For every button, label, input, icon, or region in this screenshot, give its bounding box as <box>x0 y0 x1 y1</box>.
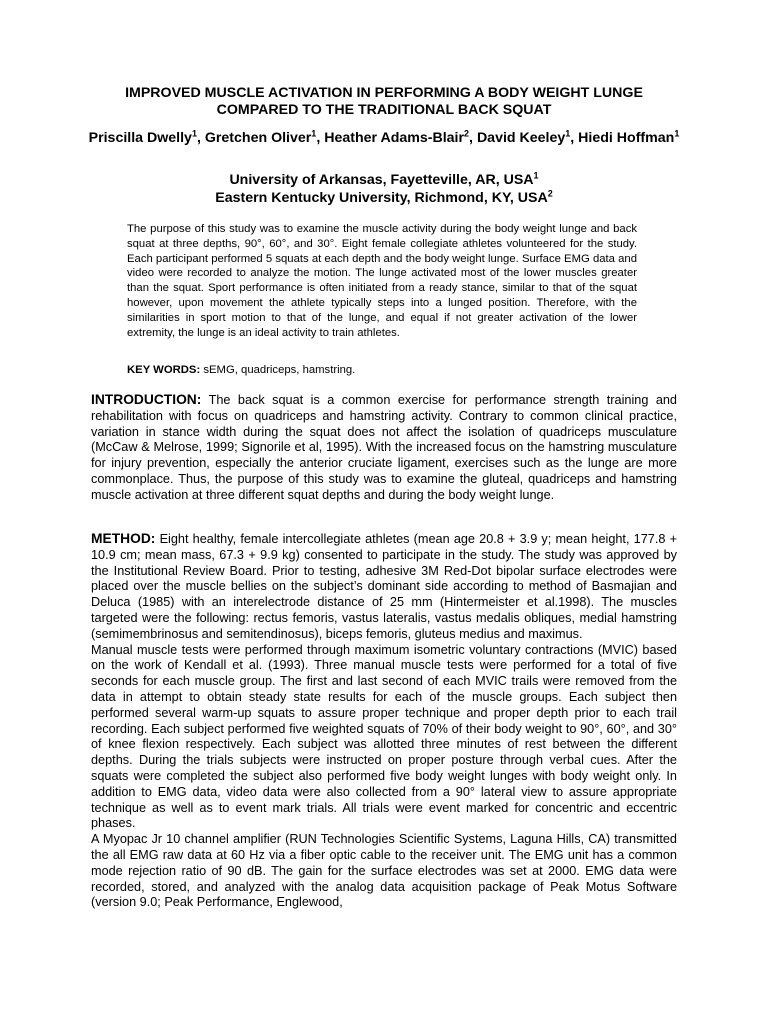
method-heading: METHOD: <box>91 531 156 546</box>
affiliation-2: Eastern Kentucky University, Richmond, KY, USA$^2$ <box>215 188 553 206</box>
method-paragraph-3: A Myopac Jr 10 channel amplifier (RUN Technologies Scientific Systems, Laguna Hills, CA) transmitted the all EMG raw data at 60 Hz via a fiber optic cable to the receiver unit. The EMG unit has a common mode rejection ratio of 90 dB. The gain for the surface electrodes was set at 2000. EMG data were recorded, stored, and analyzed with the analog data acquisition package of Peak Motus Software (version 9.0; Peak Performance, Englewood, <box>91 832 677 910</box>
title-line-2: COMPARED TO THE TRADITIONAL BACK SQUAT <box>216 102 552 118</box>
author: Hiedi Hoffman$^1$ <box>578 128 680 146</box>
method-paragraph-2: Manual muscle tests were performed through maximum isometric voluntary contractions (MVIC) based on the work of Kendall et al. (1993). Three manual muscle tests were performed for a total of five seconds for each muscle group. The first and last second of each MVIC trails were removed from the data in attempt to obtain steady state results for each of the muscle groups. Each subject then performed several warm-up squats to assure proper technique and proper depth prior to each trail recording. Each subject performed five weighted squats of 70% of their body weight to 90°, 60°, and 30° of knee flexion respectively. Each subject was allotted three minutes of rest between the different depths. During the trials subjects were instructed on proper posture through verbal cues. After the squats were completed the subject also performed five body weight lunges with body weight only. In addition to EMG data, video data were also collected from a 90° lateral view to assure appropriate technique as well as to event mark trials. All trials were event marked for concentric and eccentric phases. <box>91 642 677 831</box>
author: David Keeley$^1$, <box>476 128 579 146</box>
introduction-section <box>91 392 677 504</box>
affiliation-1: University of Arkansas, Fayetteville, AR, USA$^1$ <box>229 170 539 188</box>
method-paragraph-1: Eight healthy, female intercollegiate athletes (mean age 20.8 + 3.9 y; mean height, 177.8 + 10.9 cm; mean mass, 67.3 + 9.9 kg) consented to participate in the study. The study was approved by the Institutional Review Board. Prior to testing, adhesive 3M Red-Dot bipolar surface electrodes were placed over the muscle bellies on the subject’s dominant side according to method of Basmajian and Deluca (1985) with an interelectrode distance of 25 mm (Hintermeister et al.1998). The muscles targeted were the following: rectus femoris, vastus lateralis, vastus medalis obliques, medial hamstring (semimembrinosus and semitendinosus), biceps femoris, gluteus medius and maximus. <box>91 532 677 641</box>
method-section <box>91 531 677 911</box>
author: Heather Adams-Blair$^2$, <box>324 128 477 146</box>
title-line-1: IMPROVED MUSCLE ACTIVATION IN PERFORMING A BODY WEIGHT LUNGE <box>125 85 643 101</box>
keywords-label: KEY WORDS: <box>127 364 201 376</box>
keywords <box>127 363 637 377</box>
keywords-text: sEMG, quadriceps, hamstring. <box>203 364 356 376</box>
author: Priscilla Dwelly$^1$, <box>88 128 205 146</box>
introduction-heading: INTRODUCTION: <box>91 392 202 407</box>
introduction-text: The back squat is a common exercise for performance strength training and rehabilitation with focus on quadriceps and hamstring activity. Contrary to common clinical practice, variation in stance width during the squat does not affect the isolation of quadriceps musculature (McCaw & Melrose, 1999; Signorile et al, 1995). With the increased focus on the hamstring musculature for injury prevention, especially the anterior cruciate ligament, exercises such as the lunge are more commonplace. Thus, the purpose of this study was to examine the gluteal, quadriceps and hamstring muscle activation at three different squat depths and during the body weight lunge. <box>91 393 677 502</box>
author-list <box>80 130 688 147</box>
paper-title <box>80 85 688 119</box>
abstract: The purpose of this study was to examine the muscle activity during the body weight lunge and back squat at three depths, 90°, 60°, and 30°. Eight female collegiate athletes volunteered for the study. Each participant performed 5 squats at each depth and the body weight lunge. Surface EMG data and video were recorded to analyze the motion. The lunge activated most of the lower muscles greater than the squat. Sport performance is often initiated from a ready stance, similar to that of the squat however, upon movement the athlete typically steps into a lunged position. Therefore, with the similarities in sport motion to that of the lunge, and equal if not greater activation of the lower extremity, the lunge is an ideal activity to train athletes. <box>127 223 637 339</box>
author: Gretchen Oliver$^1$, <box>204 128 325 146</box>
